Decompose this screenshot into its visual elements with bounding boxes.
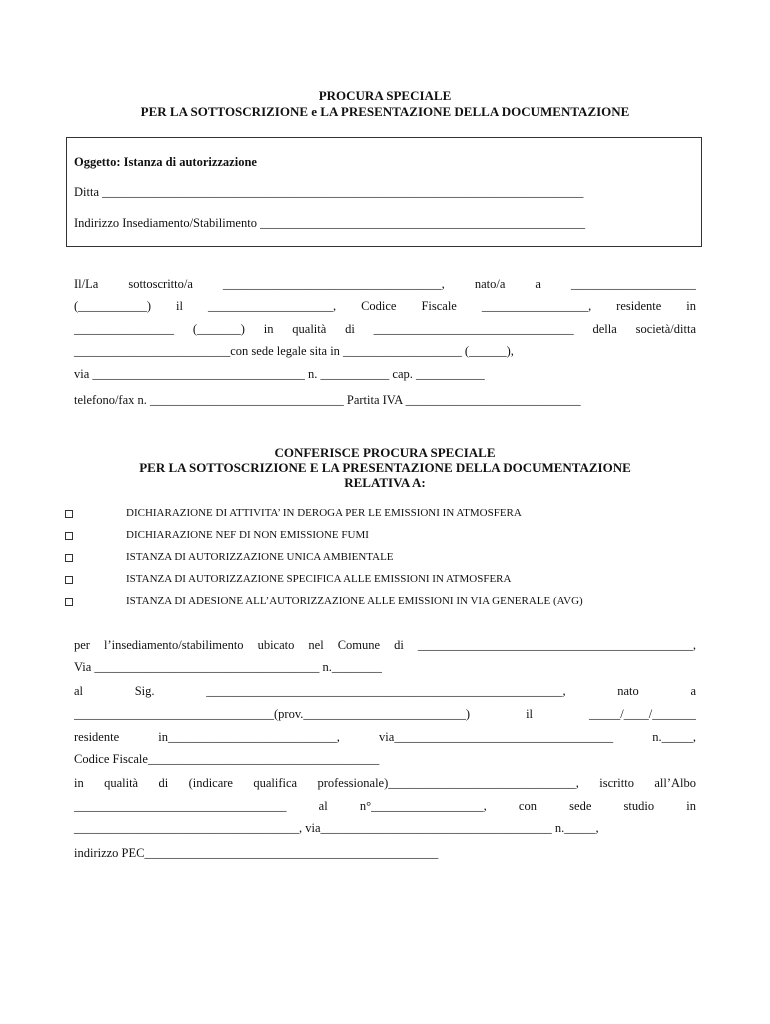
delegate-qualification-line: in qualità di (indicare qualifica professionale)______________________________, iscritto all’Albo xyxy=(74,776,696,790)
birth-fiscal-line: (___________) il ____________________, Codice Fiscale _________________, residente in xyxy=(74,299,696,313)
checkbox-option-3[interactable] xyxy=(65,554,73,562)
residence-role-line: ________________ (_______) in qualità di ________________________________ della società/ditta xyxy=(74,322,696,336)
delegate-fiscal-line: Codice Fiscale_____________________________________ xyxy=(74,752,380,766)
pec-address-line: indirizzo PEC_______________________________________________ xyxy=(74,846,439,860)
address-line: via __________________________________ n. ___________ cap. ___________ xyxy=(74,367,485,381)
option-3-label: ISTANZA DI AUTORIZZAZIONE UNICA AMBIENTALE xyxy=(126,551,394,563)
subject-label: Oggetto: Istanza di autorizzazione xyxy=(74,155,257,169)
procura-heading3: RELATIVA A: xyxy=(344,475,426,490)
delegate-register-line: __________________________________ al n°__________________, con sede studio in xyxy=(74,799,696,813)
option-5-label: ISTANZA DI ADESIONE ALL’AUTORIZZAZIONE ALLE EMISSIONI IN VIA GENERALE (AVG) xyxy=(126,595,583,607)
ditta-field: Ditta _____________________________________________________________________________ xyxy=(74,185,584,199)
checkbox-option-2[interactable] xyxy=(65,532,73,540)
checkbox-option-1[interactable] xyxy=(65,510,73,518)
document-title-line1: PROCURA SPECIALE xyxy=(318,88,452,103)
option-4-label: ISTANZA DI AUTORIZZAZIONE SPECIFICA ALLE EMISSIONI IN ATMOSFERA xyxy=(126,573,512,585)
checkbox-option-5[interactable] xyxy=(65,598,73,606)
street-line: Via ____________________________________ n.________ xyxy=(74,660,382,674)
municipality-line: per l’insediamento/stabilimento ubicato nel Comune di ____________________________________________, xyxy=(74,638,696,652)
legal-seat-line: _________________________con sede legale sita in ___________________ (______), xyxy=(74,344,514,358)
procura-heading1: CONFERISCE PROCURA SPECIALE xyxy=(274,445,496,460)
indirizzo-field: Indirizzo Insediamento/Stabilimento ____________________________________________________ xyxy=(74,216,586,230)
delegate-studio-line: ____________________________________, via_____________________________________ n._____, xyxy=(74,821,599,835)
delegate-birth-line: ________________________________(prov.__________________________) il _____/____/_______ xyxy=(74,707,696,721)
undersigned-line: Il/La sottoscritto/a ___________________________________, nato/a a ____________________ xyxy=(74,277,696,291)
procura-heading2: PER LA SOTTOSCRIZIONE E LA PRESENTAZIONE DELLA DOCUMENTAZIONE xyxy=(139,460,631,475)
checkbox-option-4[interactable] xyxy=(65,576,73,584)
option-2-label: DICHIARAZIONE NEF DI NON EMISSIONE FUMI xyxy=(126,529,369,541)
delegate-residence-line: residente in___________________________, via___________________________________ n._____, xyxy=(74,730,696,744)
option-1-label: DICHIARAZIONE DI ATTIVITA’ IN DEROGA PER LE EMISSIONI IN ATMOSFERA xyxy=(126,507,522,519)
document-title-line2: PER LA SOTTOSCRIZIONE e LA PRESENTAZIONE DELLA DOCUMENTAZIONE xyxy=(140,104,630,119)
phone-vat-line: telefono/fax n. _______________________________ Partita IVA ____________________________ xyxy=(74,393,581,407)
delegate-name-line: al Sig. _________________________________________________________, nato a xyxy=(74,684,696,698)
